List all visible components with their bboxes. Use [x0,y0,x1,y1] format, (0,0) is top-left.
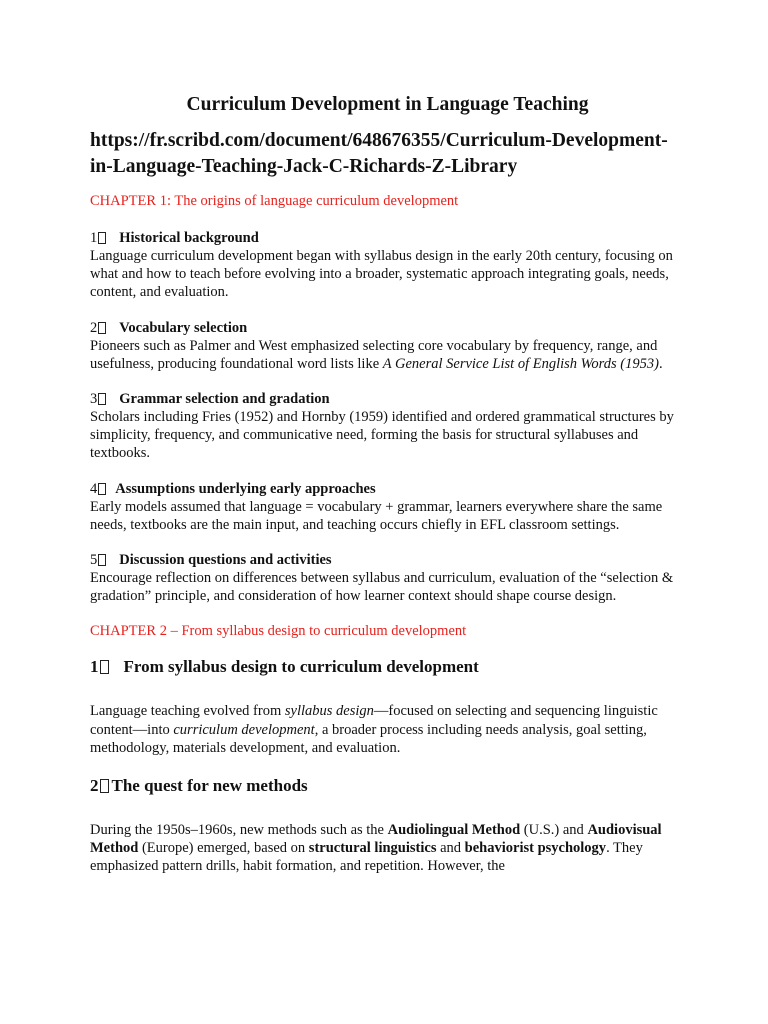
section-number: 2 [90,319,98,336]
section-title: Vocabulary selection [119,319,248,336]
section-title: The quest for new methods [111,776,308,796]
chapter-1-section-5 [90,551,685,605]
section-heading [90,390,685,408]
book-title: A General Service List of English Words (1953) [382,355,659,372]
body-text: and [436,840,465,857]
missing-glyph-icon [98,232,106,244]
bold-term: Audiolingual Method [387,822,521,839]
section-title: Historical background [119,230,259,246]
section-heading [90,319,685,337]
chapter-2-section-2-paragraph [90,821,685,876]
section-number: 2 [90,776,99,796]
chapter-2-heading: CHAPTER 2 – From syllabus design to curriculum development [90,623,467,640]
section-heading [90,229,685,247]
emphasis-text: curriculum development [173,721,315,738]
document-page [90,92,685,894]
section-number: 3 [90,391,98,408]
section-body: Encourage reflection on differences between syllabus and curriculum, evaluation of the “selection & gradation” principle, and consideration of how learner context should shape course design. [90,570,674,605]
missing-glyph-icon [100,779,109,793]
section-body: Early models assumed that language = vocabulary + grammar, learners everywhere share the same needs, textbooks are the main input, and teaching occurs chiefly in EFL classroom settings. [90,498,663,533]
chapter-1-section-4 [90,480,685,534]
section-body: Scholars including Fries (1952) and Hornby (1959) identified and ordered grammatical structures by simplicity, frequency, and communicative need, forming the basis for structural syllabuses and textbooks. [90,409,674,462]
body-text: (U.S.) and [520,822,588,839]
body-text: , a broader process including needs analysis, goal setting, methodology, materials development, and evaluation. [90,721,647,756]
body-text: During the 1950s–1960s, new methods such as the [90,822,388,839]
chapter-1-section-3 [90,390,685,463]
body-text: Pioneers such as Palmer and West emphasized selecting core vocabulary by frequency, range, and usefulness, producing foundational word lists like [90,337,658,372]
section-heading [90,551,685,569]
section-number: 1 [90,230,98,246]
body-text: . They emphasized pattern drills, habit formation, and repetition. However, the [90,840,643,875]
section-title: Discussion questions and activities [119,552,332,569]
body-text: —focused on selecting and sequencing linguistic content—into [90,703,658,738]
missing-glyph-icon [98,322,106,334]
chapter-2-section-1-paragraph [90,702,685,757]
missing-glyph-icon [100,660,109,674]
chapter-1-section-2 [90,319,685,373]
chapter-1-heading: CHAPTER 1: The origins of language curriculum development [90,193,459,209]
section-title: From syllabus design to curriculum development [123,657,479,677]
bold-term: Audiovisual Method [90,822,662,857]
section-number: 5 [90,552,98,569]
body-text: Language teaching evolved from [90,703,285,720]
chapter-2-section-2-heading [90,775,685,797]
bold-term: behaviorist psychology [464,840,607,857]
chapter-2-section-1-heading [90,656,685,678]
body-text: (Europe) emerged, based on [138,840,309,857]
emphasis-text: syllabus design [284,703,374,720]
body-text: . [658,355,663,372]
chapter-1-section-1 [90,229,685,302]
section-body [90,337,685,373]
bold-term: structural linguistics [308,840,437,857]
section-number: 1 [90,657,99,677]
document-url: https://fr.scribd.com/document/648676355/Curriculum-Development-in-Language-Teaching-Jack-C-Richards-Z-Library [90,130,668,177]
missing-glyph-icon [98,483,106,495]
section-heading [90,480,685,498]
section-title: Assumptions underlying early approaches [115,480,376,497]
section-body: Language curriculum development began with syllabus design in the early 20th century, focusing on what and how to teach before evolving into a broader, systematic approach integrating goals, needs, content, and evaluation. [90,248,673,301]
document-title: Curriculum Development in Language Teaching [186,94,589,115]
section-number: 4 [90,480,98,497]
missing-glyph-icon [98,393,106,405]
missing-glyph-icon [98,554,106,566]
section-title: Grammar selection and gradation [119,391,330,408]
